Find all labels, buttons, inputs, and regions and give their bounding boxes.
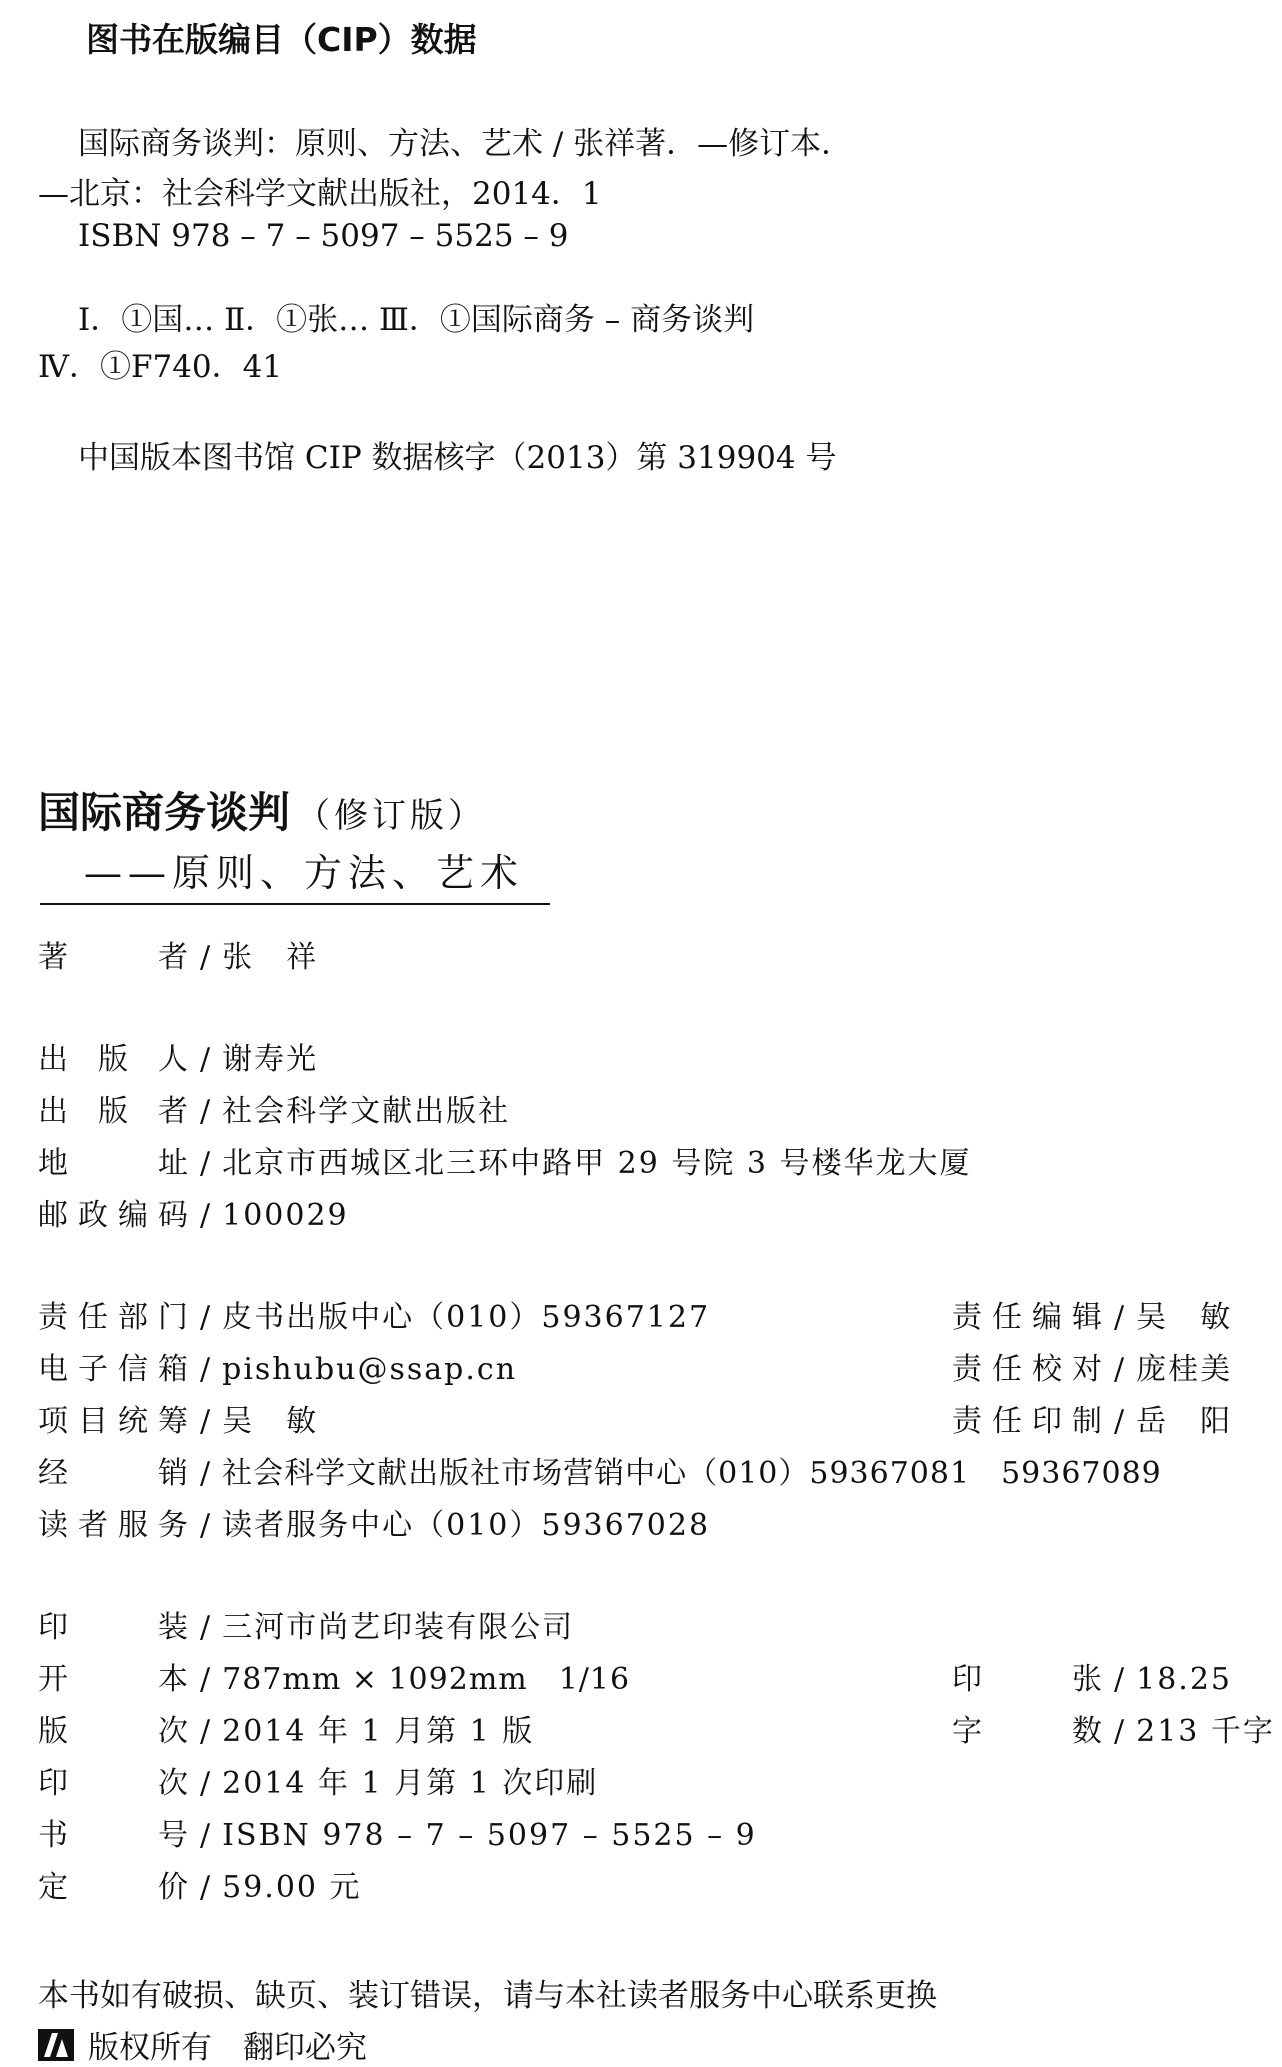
separator: / (1114, 1352, 1125, 1387)
separator: / (200, 1766, 211, 1801)
separator: / (1114, 1662, 1125, 1697)
value-postcode: 100029 (222, 1198, 349, 1233)
copyright-line (38, 2022, 367, 2067)
cip-line-6: 中国版本图书馆 CIP 数据核字（2013）第 319904 号 (78, 440, 837, 476)
row-impression (38, 1758, 598, 1802)
cip-line-4: Ⅰ．①国… Ⅱ．①张… Ⅲ．①国际商务 – 商务谈判 (78, 302, 755, 338)
cip-heading: 图书在版编目（CIP）数据 (86, 20, 477, 59)
value-print: 岳 阳 (1136, 1404, 1233, 1439)
separator: / (200, 1662, 211, 1697)
label-price: 定 价 (38, 1870, 188, 1905)
value-proof: 庞桂美 (1136, 1352, 1233, 1387)
row-coord (38, 1396, 318, 1440)
row-isbn (38, 1810, 757, 1854)
value-coord: 吴 敏 (222, 1404, 319, 1439)
row-dept (38, 1292, 710, 1336)
value-email: pishubu@ssap.cn (222, 1352, 518, 1387)
label-author: 著 者 (38, 940, 188, 975)
value-publisher: 社会科学文献出版社 (222, 1094, 511, 1129)
label-words: 字 数 (952, 1714, 1102, 1749)
label-postcode: 邮政编码 (38, 1198, 188, 1233)
row-edition (38, 1706, 534, 1750)
label-edition: 版 次 (38, 1714, 188, 1749)
row-publisher-person (38, 1034, 318, 1078)
separator: / (200, 940, 211, 975)
separator: / (200, 1870, 211, 1905)
book-title (38, 780, 486, 840)
value-publisher-person: 谢寿光 (222, 1042, 319, 1077)
separator: / (200, 1610, 211, 1645)
row-proof (952, 1344, 1232, 1388)
label-proof: 责任校对 (952, 1352, 1102, 1387)
separator: / (1114, 1404, 1125, 1439)
row-postcode (38, 1190, 349, 1234)
value-edition: 2014 年 1 月第 1 版 (222, 1714, 535, 1749)
label-publisher-person: 出 版 人 (38, 1042, 188, 1077)
cip-line-3: ISBN 978 – 7 – 5097 – 5525 – 9 (78, 218, 569, 254)
title-underline (40, 903, 550, 905)
row-format (38, 1654, 630, 1698)
row-price (38, 1862, 362, 1906)
label-email: 电子信箱 (38, 1352, 188, 1387)
value-words: 213 千字 (1136, 1714, 1275, 1749)
row-author (38, 932, 318, 976)
cip-line-2: —北京：社会科学文献出版社，2014．1 (38, 176, 602, 212)
label-dist: 经 销 (38, 1456, 188, 1491)
separator: / (200, 1508, 211, 1543)
label-format: 开 本 (38, 1662, 188, 1697)
value-format: 787mm × 1092mm 1/16 (222, 1662, 631, 1697)
separator: / (200, 1714, 211, 1749)
value-address: 北京市西城区北三环中路甲 29 号院 3 号楼华龙大厦 (222, 1146, 972, 1181)
separator: / (1114, 1714, 1125, 1749)
label-isbn: 书 号 (38, 1818, 188, 1853)
value-isbn: ISBN 978 – 7 – 5097 – 5525 – 9 (222, 1818, 757, 1853)
row-editor (952, 1292, 1232, 1336)
label-print: 责任印制 (952, 1404, 1102, 1439)
cip-line-5: Ⅳ．①F740．41 (38, 349, 283, 385)
label-service: 读者服务 (38, 1508, 188, 1543)
separator: / (200, 1198, 211, 1233)
separator: / (200, 1456, 211, 1491)
book-title-main: 国际商务谈判 (38, 788, 291, 837)
copyright-text: 版权所有 翻印必究 (88, 2030, 367, 2066)
book-title-edition: （修订版） (296, 796, 487, 836)
label-editor: 责任编辑 (952, 1300, 1102, 1335)
value-sheets: 18.25 (1136, 1662, 1232, 1697)
value-service: 读者服务中心（010）59367028 (222, 1508, 711, 1543)
label-sheets: 印 张 (952, 1662, 1102, 1697)
label-publisher: 出 版 者 (38, 1094, 188, 1129)
separator: / (1114, 1300, 1125, 1335)
row-dist (38, 1448, 1162, 1492)
separator: / (200, 1146, 211, 1181)
separator: / (200, 1300, 211, 1335)
separator: / (200, 1042, 211, 1077)
separator: / (200, 1352, 211, 1387)
label-impression: 印 次 (38, 1766, 188, 1801)
cip-line-1: 国际商务谈判：原则、方法、艺术 / 张祥著．—修订本． (78, 126, 853, 162)
separator: / (200, 1818, 211, 1853)
value-dist: 社会科学文献出版社市场营销中心（010）59367081 59367089 (222, 1456, 1162, 1491)
value-editor: 吴 敏 (1136, 1300, 1233, 1335)
value-binding: 三河市尚艺印装有限公司 (222, 1610, 575, 1645)
value-price: 59.00 元 (222, 1870, 362, 1905)
label-address: 地 址 (38, 1146, 188, 1181)
ssap-logo-icon (38, 2029, 74, 2061)
row-words (952, 1706, 1275, 1750)
row-address (38, 1138, 972, 1182)
label-binding: 印 装 (38, 1610, 188, 1645)
label-dept: 责任部门 (38, 1300, 188, 1335)
label-coord: 项目统筹 (38, 1404, 188, 1439)
row-publisher (38, 1086, 510, 1130)
value-dept: 皮书出版中心（010）59367127 (222, 1300, 711, 1335)
row-email (38, 1344, 517, 1388)
book-subtitle: ——原则、方法、艺术 (84, 851, 525, 895)
row-sheets (952, 1654, 1232, 1698)
row-service (38, 1500, 710, 1544)
row-binding (38, 1602, 574, 1646)
separator: / (200, 1094, 211, 1129)
damage-exchange-note: 本书如有破损、缺页、装订错误，请与本社读者服务中心联系更换 (38, 1978, 937, 2014)
value-author: 张 祥 (222, 940, 319, 975)
row-print (952, 1396, 1232, 1440)
value-impression: 2014 年 1 月第 1 次印刷 (222, 1766, 599, 1801)
separator: / (200, 1404, 211, 1439)
